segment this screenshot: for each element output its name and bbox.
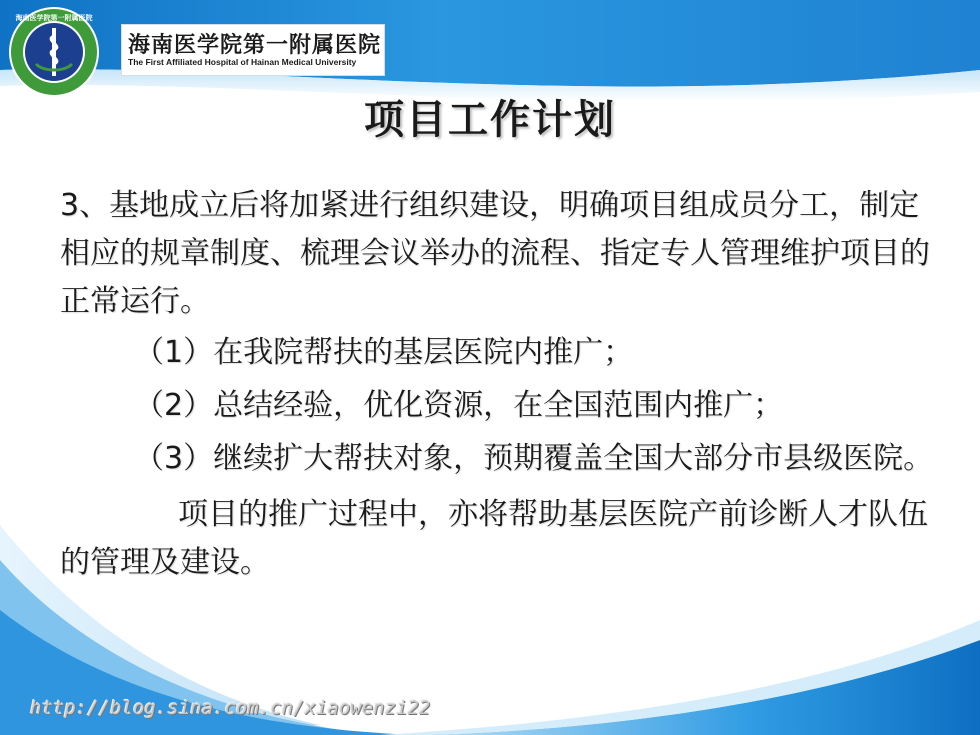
- paragraph-organization: 3、基地成立后将加紧进行组织建设，明确项目组成员分工，制定相应的规章制度、梳理会议举办的流程、指定专人管理维护项目的正常运行。: [60, 188, 930, 319]
- hospital-name-cn: 海南医学院第一附属医院: [128, 32, 382, 58]
- paragraph-promotion: 项目的推广过程中，亦将帮助基层医院产前诊断人才队伍的管理及建设。: [60, 497, 928, 580]
- slide-title: 项目工作计划: [364, 97, 616, 143]
- list-item-2: （2）总结经验，优化资源，在全国范围内推广；: [134, 388, 784, 423]
- list-item-3: （3）继续扩大帮扶对象，预期覆盖全国大部分市县级医院。: [134, 441, 934, 476]
- logo-ring-text: 海南医学院第一附属医院: [15, 14, 93, 22]
- list-item-1: （1）在我院帮扶的基层医院内推广；: [134, 335, 634, 370]
- hospital-name-en: The First Affiliated Hospital of Hainan Medical University: [128, 57, 357, 67]
- slide-body: [60, 182, 940, 595]
- blog-watermark: http://blog.sina.com.cn/xiaowenzi22: [30, 697, 431, 719]
- hospital-logo: [8, 6, 100, 98]
- hospital-name-box: [121, 24, 385, 76]
